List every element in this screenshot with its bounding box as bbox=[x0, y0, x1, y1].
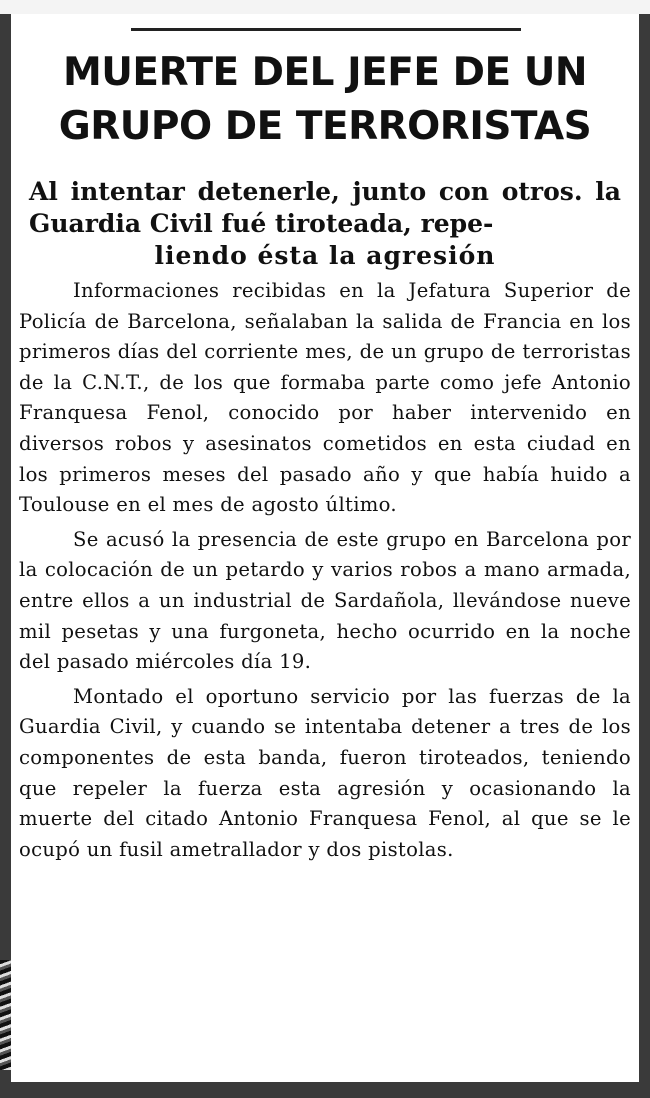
headline-rule bbox=[131, 28, 521, 31]
headline-line-1: MUERTE DEL JEFE DE UN bbox=[62, 50, 588, 95]
headline-line-2: GRUPO DE TERRORISTAS bbox=[58, 104, 592, 149]
subheadline: Al intentar detenerle, junto con otros. la Guardia Civil fué tiroteada, repe- bbox=[29, 177, 621, 238]
newspaper-clipping bbox=[11, 14, 639, 1082]
article-paragraph-1: Informaciones recibidas en la Jefatura Superior de Policía de Barcelona, señalaban la salida de Francia en los primeros días del corriente mes, de un grupo de terroristas de la C.N.T., de los que formaba parte como jefe Antonio Franquesa Fenol, conocido por haber intervenido en diversos robos y asesinatos cometidos en esta ciudad en los primeros meses del pasado año y que había huido a Toulouse en el mes de agosto último. bbox=[19, 279, 631, 517]
article-body bbox=[19, 276, 631, 869]
article-paragraph-2: Se acusó la presencia de este grupo en Barcelona por la colocación de un petardo y varios robos a mano armada, entre ellos a un industrial de Sardañola, llevándose nueve mil pesetas y una furgoneta, hecho ocurrido en la noche del pasado miércoles día 19. bbox=[19, 527, 631, 674]
headline bbox=[11, 46, 639, 154]
subheadline-last-line: liendo ésta la agresión bbox=[154, 241, 496, 270]
article-paragraph-3: Montado el oportuno servicio por las fuerzas de la Guardia Civil, y cuando se intentaba detener a tres de los componentes de esta banda, fueron tiroteados, teniendo que repeler la fuerza esta agresión y ocasionando la muerte del citado Antonio Franquesa Fenol, al que se le ocupó un fusil ametrallador y dos pistolas. bbox=[19, 684, 631, 861]
page-top-strip bbox=[0, 0, 650, 14]
